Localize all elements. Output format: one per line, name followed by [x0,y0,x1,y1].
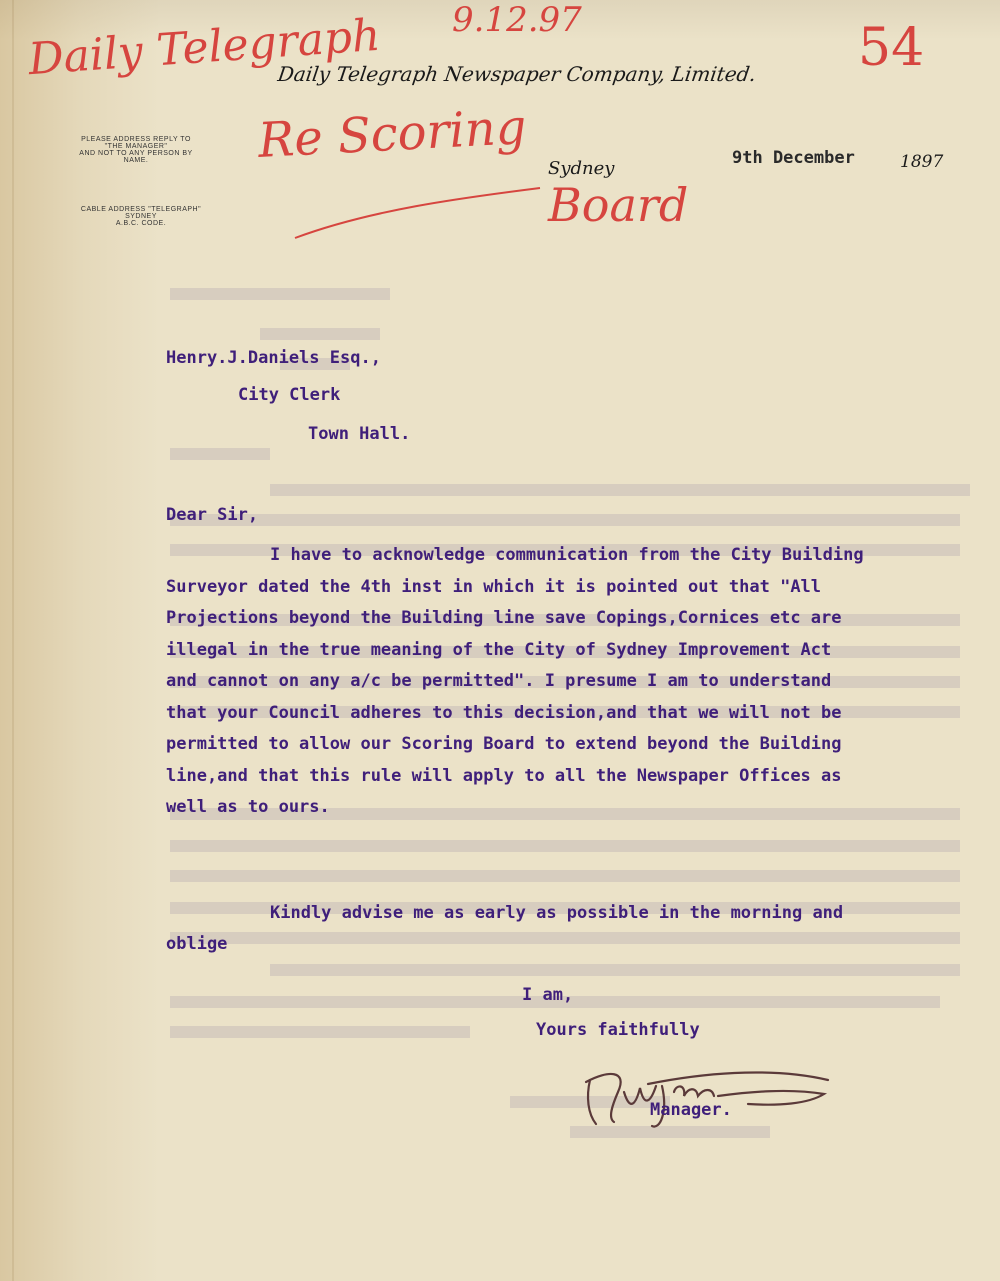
recipient-place: Town Hall. [308,424,411,444]
signature [578,1052,838,1132]
closing-paragraph [166,903,843,965]
annotation-date: 9.12.97 [452,0,582,40]
cable-line: CABLE ADDRESS "TELEGRAPH" SYDNEY [80,206,202,220]
reply-notice [66,136,206,164]
body-line: Surveyor dated the 4th inst in which it is pointed out that "All [166,576,822,597]
body-line: permitted to allow our Scoring Board to extend beyond the Building [166,734,842,754]
closing-line: oblige [166,934,228,954]
sign-off-line: I am, [522,985,574,1005]
body-line: and cannot on any a/c be permitted". I presume I am to understand [166,671,832,691]
annotation-subject: Re Scoring [256,99,528,169]
page-edge-shadow [12,0,14,1281]
cable-address [66,206,216,227]
body-line: that your Council adheres to this decision,and that we will not be [166,702,842,723]
cable-line: A.B.C. CODE. [115,220,167,227]
body-line: Projections beyond the Building line save Copings,Cornices etc are [166,608,842,628]
reply-line: "THE MANAGER" [104,143,168,150]
reply-line: PLEASE ADDRESS REPLY TO [81,136,191,143]
body-line: I have to acknowledge communication from the City Building [270,545,864,565]
annotation-number: 54 [858,18,925,78]
letter-year: 1897 [900,152,944,172]
recipient-title: City Clerk [238,385,341,405]
reply-line: AND NOT TO ANY PERSON BY NAME. [79,150,193,164]
closing-line: Kindly advise me as early as possible in the morning and [270,903,844,923]
letterhead-city: Sydney [548,158,615,179]
annotation-underline [290,180,550,250]
company-name: Daily Telegraph Newspaper Company, Limited. [276,62,758,86]
recipient-name: Henry.J.Daniels Esq., [166,348,381,368]
sign-off-line: Yours faithfully [536,1020,700,1040]
annotation-left: Daily Telegraph [26,9,382,86]
body-line: line,and that this rule will apply to all the Newspaper Offices as [166,765,842,786]
letter-body [166,545,976,829]
sign-off-role: Manager. [650,1100,732,1120]
body-line: well as to ours. [166,797,330,817]
body-line: illegal in the true meaning of the City of Sydney Improvement Act [166,639,832,660]
salutation: Dear Sir, [166,505,259,525]
letter-date: 9th December [732,148,855,168]
annotation-subject: Board [548,178,689,232]
